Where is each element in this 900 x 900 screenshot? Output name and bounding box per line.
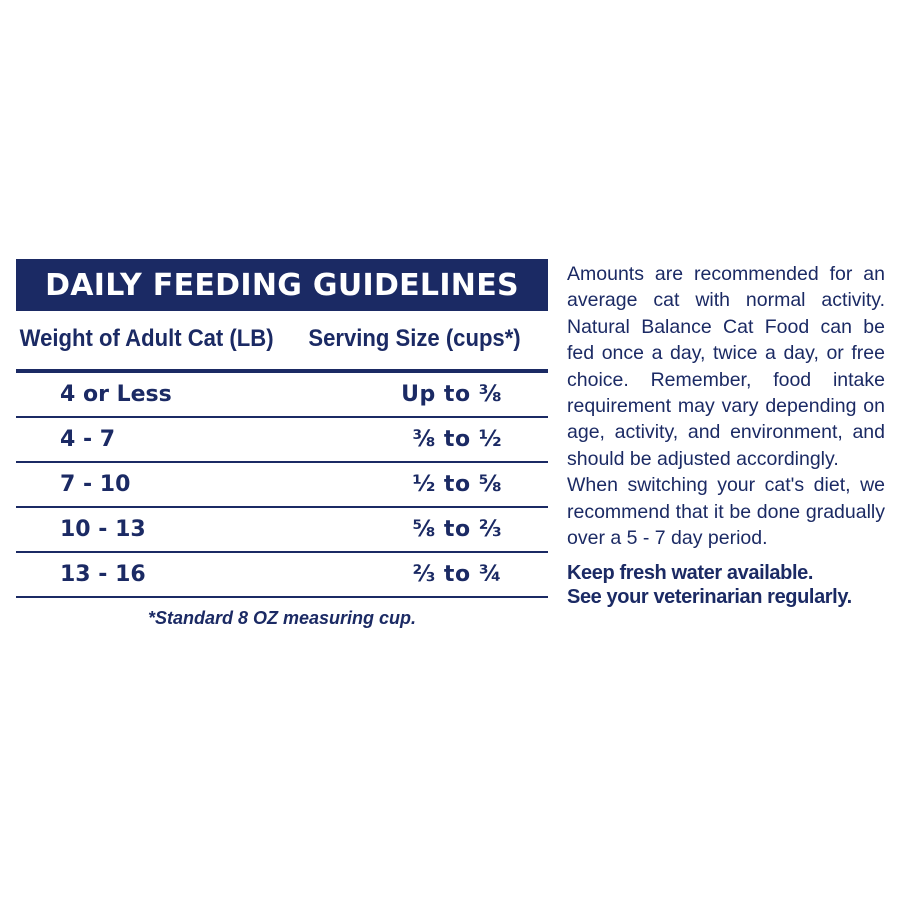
feeding-instructions [567,261,885,609]
care-advice [567,561,885,609]
serving-cell: ½ to ⅝ [412,472,502,497]
weight-cell: 13 - 16 [60,562,146,587]
serving-cell: ⅜ to ½ [412,427,502,452]
instructions-paragraph: Amounts are recommended for an average cat with normal activity. Natural Balance Cat Food can be fed once a day, twice a day, or free choice. Remember, food intake requirement may vary depending on age, activity, and environment, and should be adjusted accordingly. [567,263,885,470]
serving-cell: ⅔ to ¾ [412,562,502,587]
table-footnote: *Standard 8 OZ measuring cup. [147,608,417,628]
header-weight: Weight of Adult Cat (LB) [19,325,274,352]
serving-cell: ⅝ to ⅔ [412,517,502,542]
serving-cell: Up to ⅜ [401,382,502,407]
switching-paragraph: When switching your cat's diet, we recommend that it be done gradually over a 5 - 7 day period. [567,474,885,550]
weight-cell: 4 - 7 [60,427,116,452]
vet-advice: See your veterinarian regularly. [567,586,852,609]
weight-cell: 4 or Less [60,382,172,407]
water-advice: Keep fresh water available. [567,562,813,585]
table-row [16,463,548,508]
weight-cell: 10 - 13 [60,517,146,542]
feeding-table [16,259,548,629]
table-title: DAILY FEEDING GUIDELINES [16,259,548,311]
table-row [16,553,548,598]
table-row [16,508,548,553]
table-row [16,373,548,418]
table-row [16,418,548,463]
header-serving: Serving Size (cups*) [308,325,521,352]
column-headers [16,311,545,367]
weight-cell: 7 - 10 [60,472,131,497]
